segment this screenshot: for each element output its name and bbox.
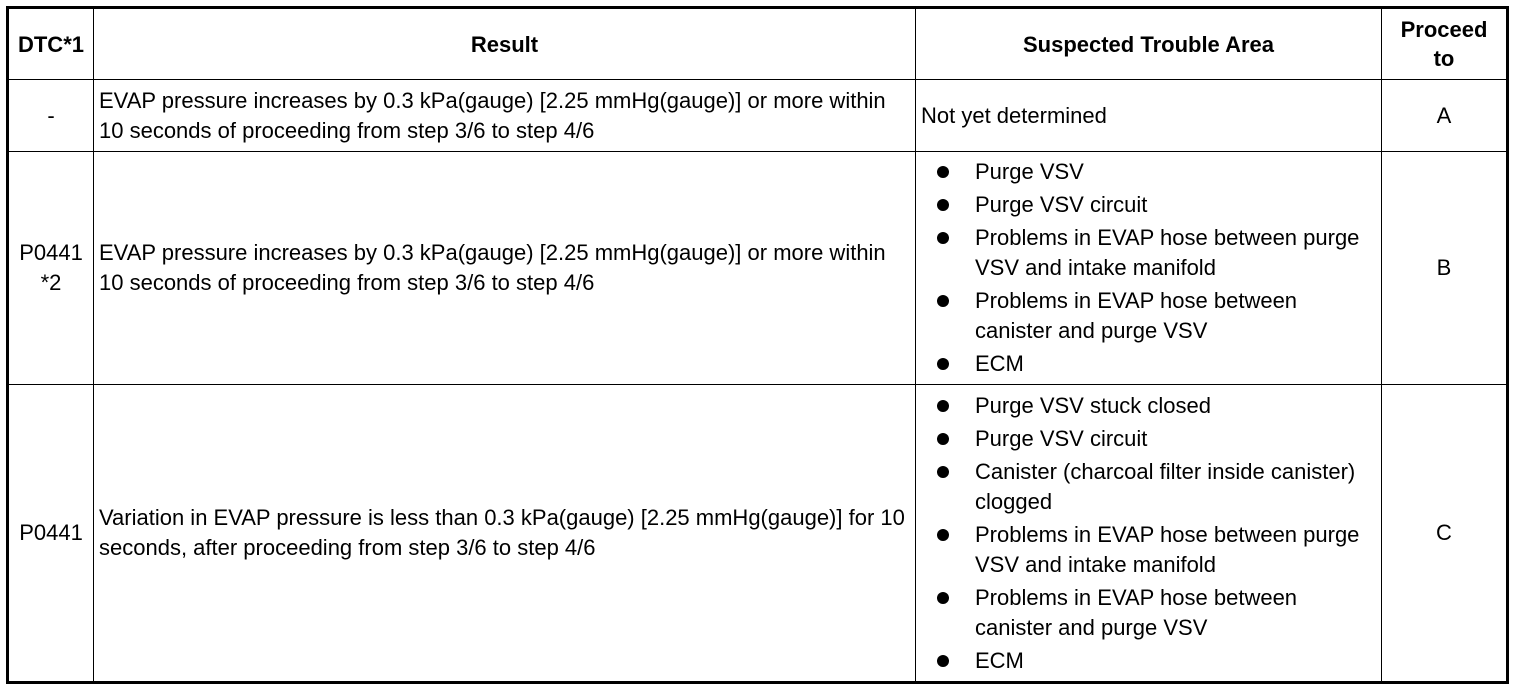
proceed-cell: C [1382, 385, 1508, 683]
table-header-row [8, 8, 1508, 80]
suspected-area-list [921, 391, 1376, 676]
dtc-code-cell [8, 385, 94, 683]
suspected-area-cell [916, 385, 1382, 683]
table-row [8, 80, 1508, 152]
list-item: Purge VSV circuit [937, 190, 1376, 220]
result-cell: EVAP pressure increases by 0.3 kPa(gauge) [2.25 mmHg(gauge)] or more within 10 seconds of proceeding from step 3/6 to step 4/6 [94, 152, 916, 385]
list-item: Problems in EVAP hose between purge VSV and intake manifold [937, 223, 1376, 283]
list-item: Canister (charcoal filter inside canister) clogged [937, 457, 1376, 517]
header-proceed-to [1382, 8, 1508, 80]
suspected-area-cell: Not yet determined [916, 80, 1382, 152]
dtc-code-cell [8, 152, 94, 385]
header-suspected-trouble-area: Suspected Trouble Area [916, 8, 1382, 80]
list-item: Problems in EVAP hose between canister and purge VSV [937, 583, 1376, 643]
table-row [8, 385, 1508, 683]
dtc-code: P0441 [19, 240, 83, 265]
dtc-result-table-container [6, 6, 1509, 684]
list-item: Purge VSV circuit [937, 424, 1376, 454]
dtc-result-table [6, 6, 1509, 684]
table-row [8, 152, 1508, 385]
proceed-cell: B [1382, 152, 1508, 385]
header-dtc: DTC*1 [8, 8, 94, 80]
list-item: Purge VSV [937, 157, 1376, 187]
dtc-code: - [47, 102, 55, 128]
list-item: ECM [937, 349, 1376, 379]
list-item: ECM [937, 646, 1376, 676]
suspected-area-list [921, 157, 1376, 379]
dtc-code: P0441 [19, 520, 83, 545]
result-cell: Variation in EVAP pressure is less than 0.3 kPa(gauge) [2.25 mmHg(gauge)] for 10 seconds, after proceeding from step 3/6 to step 4/6 [94, 385, 916, 683]
suspected-area-cell [916, 152, 1382, 385]
header-result: Result [94, 8, 916, 80]
dtc-code-cell [8, 80, 94, 152]
header-proceed-line2: to [1433, 46, 1455, 71]
list-item: Purge VSV stuck closed [937, 391, 1376, 421]
list-item: Problems in EVAP hose between canister and purge VSV [937, 286, 1376, 346]
list-item: Problems in EVAP hose between purge VSV and intake manifold [937, 520, 1376, 580]
result-cell: EVAP pressure increases by 0.3 kPa(gauge) [2.25 mmHg(gauge)] or more within 10 seconds of proceeding from step 3/6 to step 4/6 [94, 80, 916, 152]
proceed-cell: A [1382, 80, 1508, 152]
dtc-footnote-mark: *2 [40, 270, 62, 295]
header-proceed-line1: Proceed [1400, 17, 1488, 42]
